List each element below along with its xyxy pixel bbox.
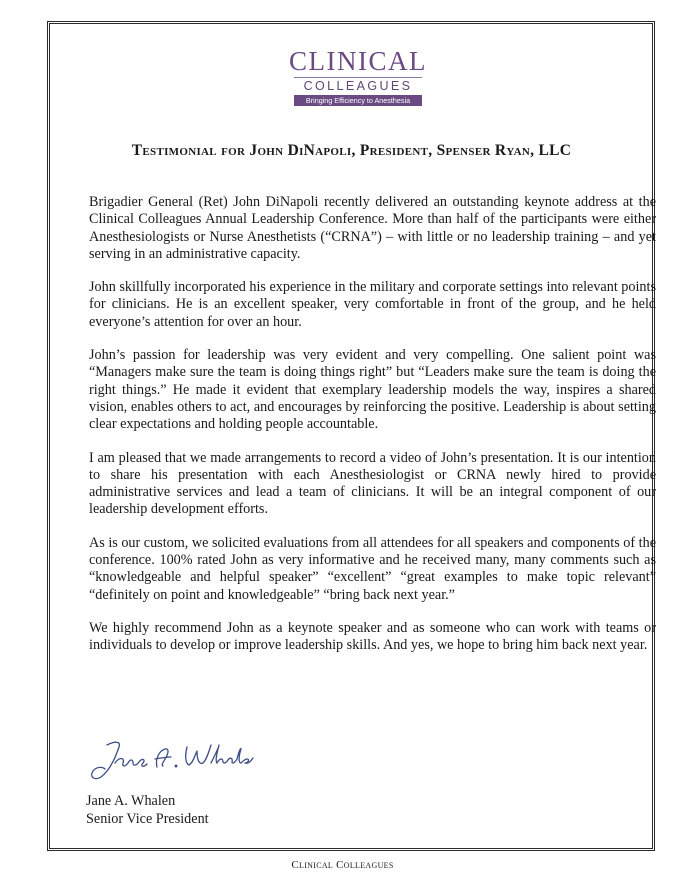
signature-text: Jane A. Whalen (85, 733, 93, 734)
logo-subword: COLLEAGUES (303, 79, 413, 93)
paragraph: John’s passion for leadership was very evident and very compelling. One salient point was “Managers make sure the team is doing things right” but “Leaders make sure the team is doing the right things.” He made it evident that exemplary leadership models the way, inspires a shared vision, enables others to act, and encourages by reinforcing the positive. Leadership is about setting clear expectations and holding people accountable. (89, 347, 656, 433)
paragraph: We highly recommend John as a keynote speaker and as someone who can work with teams or individuals to develop or improve leadership skills. And yes, we hope to bring him back next year. (89, 619, 656, 654)
handwritten-signature (85, 733, 255, 789)
logo-wordmark: CLINICAL (289, 46, 427, 76)
document-title: Testimonial for John DiNapoli, President, Spenser Ryan, LLC (131, 142, 572, 159)
paragraph: I am pleased that we made arrangements to record a video of John’s presentation. It is our intention to share his presentation with each Anesthesiologist or CRNA newly hired to provide administrative services and lead a team of clinicians. It will be an integral component of our leadership development efforts. (89, 449, 656, 518)
page-footer: Clinical Colleagues (291, 859, 394, 871)
paragraph: Brigadier General (Ret) John DiNapoli recently delivered an outstanding keynote address at the Clinical Colleagues Annual Leadership Conference. More than half of the participants were either Anesthesiologists or Nurse Anesthetists (“CRNA”) – with little or no leadership training – and yet serving in an administrative capacity. (89, 194, 656, 262)
logo-tagline: Bringing Efficiency to Anesthesia (294, 95, 422, 106)
clinical-colleagues-logo (288, 46, 428, 112)
logo-divider (294, 77, 422, 78)
signer-title: Senior Vice President (86, 811, 209, 827)
letter-body (89, 194, 656, 671)
signer-name: Jane A. Whalen (86, 793, 176, 809)
paragraph: John skillfully incorporated his experience in the military and corporate settings into relevant points for clinicians. He is an excellent speaker, very comfortable in front of the group, and he held everyone’s attention for over an hour. (89, 279, 656, 330)
paragraph: As is our custom, we solicited evaluations from all attendees for all speakers and components of the conference. 100% rated John as very informative and he received many, many comments such as “knowledgeable and helpful speaker” “excellent” “great examples to make topic relevant” “definitely on point and knowledgeable” “bring back next year.” (89, 534, 656, 603)
